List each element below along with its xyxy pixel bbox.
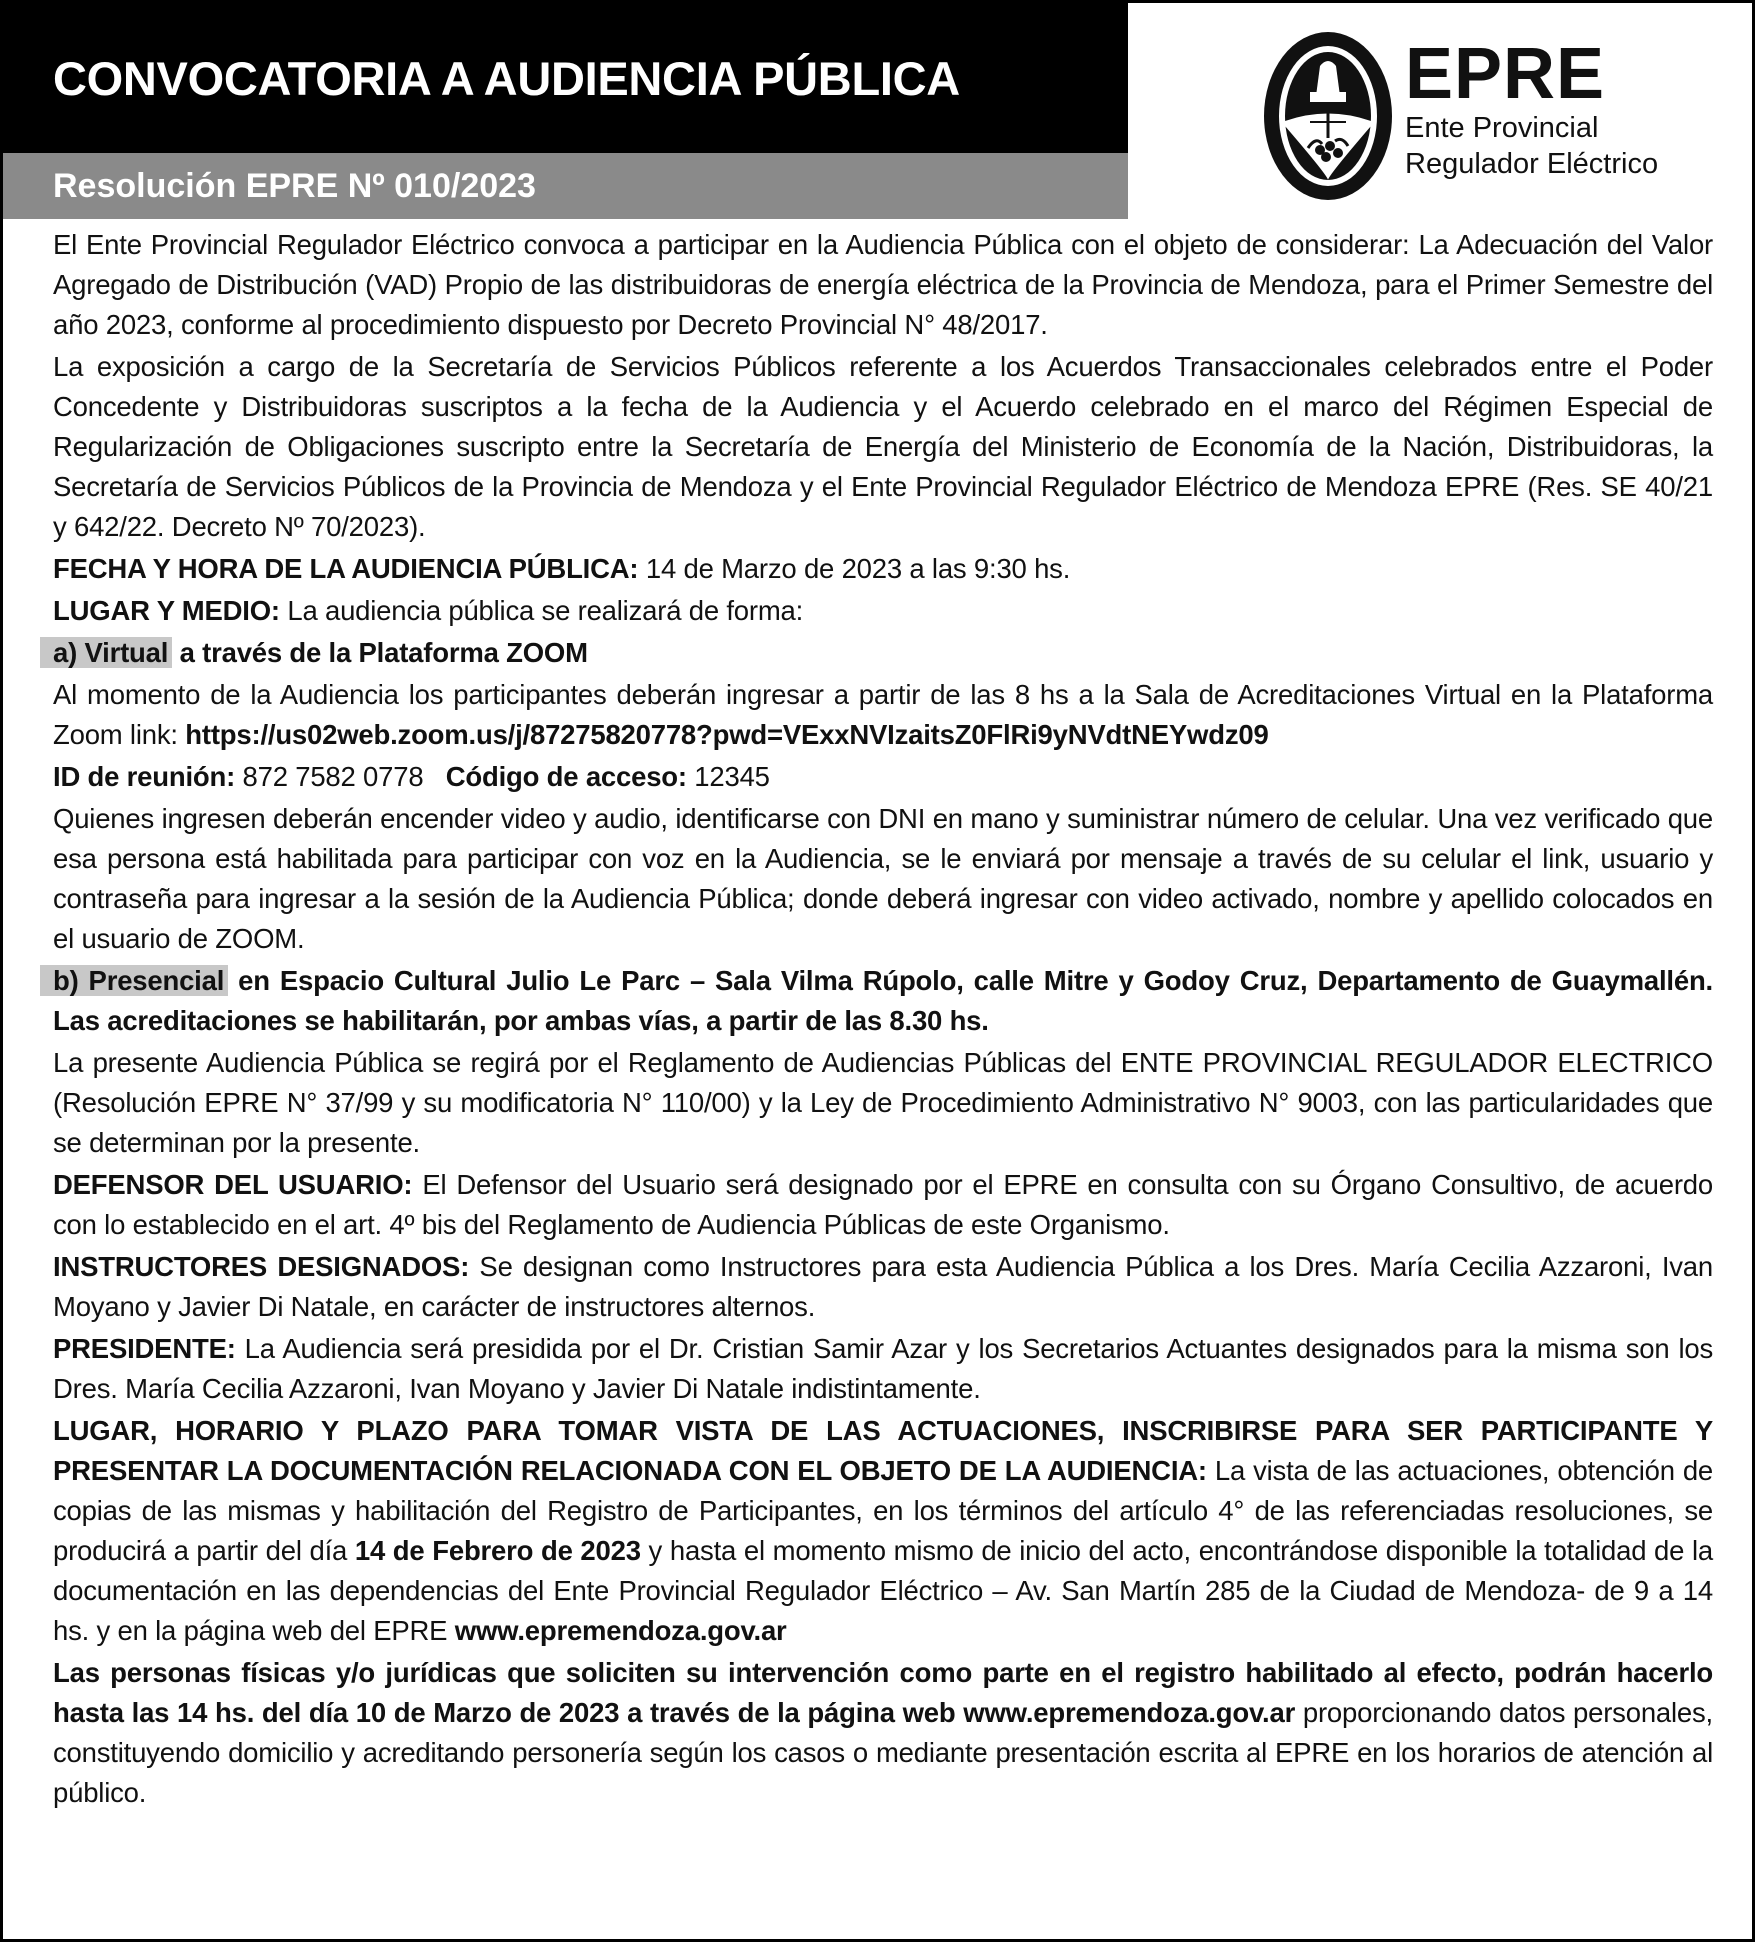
object-lead: El Ente Provincial Regulador Eléctrico convoca a participar en la Audiencia Pública con el objeto de considerar: [53, 229, 1419, 260]
presencial-heading [53, 961, 1713, 1041]
date-label: FECHA Y HORA DE LA AUDIENCIA PÚBLICA: [53, 553, 639, 584]
meeting-id-label: ID de reunión: [53, 761, 236, 792]
zoom-lead: Al momento de la Audiencia los participantes deberán ingresar a partir de las 8 hs a la Sala de Acreditaciones Virtual en la Plataforma Zoom link: [53, 679, 1713, 750]
presidente-label: PRESIDENTE: [53, 1333, 236, 1364]
paragraph-meeting-id [53, 757, 1713, 797]
website-link[interactable]: www.epremendoza.gov.ar [454, 1615, 787, 1646]
presidente-value: La Audiencia será presidida por el Dr. Cristian Samir Azar y los Secretarios Actuantes designados para la misma son los Dres. María Cecilia Azzaroni, Ivan Moyano y Javier Di Natale indistintamente. [53, 1333, 1713, 1404]
notice-body [53, 225, 1713, 1815]
place-label: LUGAR Y MEDIO: [53, 595, 280, 626]
plazo-text-a: La vista de las actuaciones, obtención de copias de las mismas y habilitación del Registro de Participantes, en los términos del artículo 4° de las referenciadas resoluciones, se producirá a partir del día [53, 1455, 1714, 1566]
paragraph-defensor [53, 1165, 1713, 1245]
resolution-bar [3, 153, 1128, 219]
epre-logo-text [1405, 34, 1659, 182]
paragraph-place [53, 591, 1713, 631]
presencial-rest: en Espacio Cultural Julio Le Parc – Sala Vilma Rúpolo, calle Mitre y Godoy Cruz, Departamento de Guaymallén. Las acreditaciones se habilitarán, por ambas vías, a partir de las 8.30 hs. [53, 965, 1713, 1036]
paragraph-presidente [53, 1329, 1713, 1409]
access-code-label: Código de acceso: [445, 761, 687, 792]
logo-line-1: Ente Provincial [1405, 112, 1599, 144]
object-text: La Adecuación del Valor Agregado de Distribución (VAD) Propio de las distribuidoras de energía eléctrica de la Provincia de Mendoza, para el Primer Semestre del año 2023, conforme al procedimiento dispuesto por Decreto Provincial N° 48/2017. [53, 229, 1713, 340]
virtual-heading [53, 633, 1713, 673]
presencial-highlight: b) Presencial [40, 965, 228, 996]
plazo-label: LUGAR, HORARIO Y PLAZO PARA TOMAR VISTA DE LAS ACTUACIONES, INSCRIBIRSE PARA SER PARTICIPANTE Y PRESENTAR LA DOCUMENTACIÓN RELACIONADA CON EL OBJETO DE LA AUDIENCIA: [53, 1415, 1713, 1486]
paragraph-instructores [53, 1247, 1713, 1327]
final-bold: Las personas físicas y/o jurídicas que soliciten su intervención como parte en el registro habilitado al efecto, podrán hacerlo hasta las 14 hs. del día 10 de Marzo de 2023 a través de la página web www.epremendoza.gov.ar [53, 1657, 1713, 1728]
place-value: La audiencia pública se realizará de forma: [279, 595, 804, 626]
date-value: 14 de Marzo de 2023 a las 9:30 hs. [638, 553, 1071, 584]
defensor-value: El Defensor del Usuario será designado por el EPRE en consulta con su Órgano Consultivo, de acuerdo con lo establecido en el art. 4º bis del Reglamento de Audiencia Públicas de este Organismo. [53, 1169, 1713, 1240]
zoom-link[interactable]: https://us02web.zoom.us/j/87275820778?pwd=VExxNVIzaitsZ0FlRi9yNVdtNEYwdz09 [185, 719, 1269, 750]
paragraph-virtual-instructions: Quienes ingresen deberán encender video y audio, identificarse con DNI en mano y suministrar número de celular. Una vez verificado que esa persona está habilitada para participar con voz en la Audiencia, se le enviará por mensaje a través de su celular el link, usuario y contraseña para ingresar a la sesión de la Audiencia Pública; donde deberá ingresar con video activado, nombre y apellido colocados en el usuario de ZOOM. [53, 803, 1713, 954]
paragraph-zoom [53, 675, 1713, 755]
final-rest: proporcionando datos personales, constituyendo domicilio y acreditando personería según los casos o mediante presentación escrita al EPRE en los horarios de atención al público. [53, 1697, 1713, 1808]
instructores-value: Se designan como Instructores para esta Audiencia Pública a los Dres. María Cecilia Azzaroni, Ivan Moyano y Javier Di Natale, en carácter de instructores alternos. [53, 1251, 1713, 1322]
paragraph-regulation: La presente Audiencia Pública se regirá por el Reglamento de Audiencias Públicas del ENTE PROVINCIAL REGULADOR ELECTRICO (Resolución EPRE N° 37/99 y su modificatoria N° 110/00) y la Ley de Procedimiento Administrativo N° 9003, con las particularidades que se determinan por la presente. [53, 1047, 1713, 1158]
meeting-id-value: 872 7582 0778 [235, 761, 424, 792]
paragraph-object [53, 225, 1713, 345]
plazo-date: 14 de Febrero de 2023 [354, 1535, 641, 1566]
virtual-heading-rest: a través de la Plataforma ZOOM [172, 637, 588, 668]
province-shield-icon [1258, 26, 1398, 206]
plazo-text-b: y hasta el momento mismo de inicio del acto, encontrándose disponible la totalidad de la documentación en las dependencias del Ente Provincial Regulador Eléctrico – Av. San Martín 285 de la Ciudad de Mendoza- de 9 a 14 hs. y en la página web del EPRE [53, 1535, 1713, 1646]
access-code-value: 12345 [686, 761, 770, 792]
paragraph-plazo [53, 1411, 1713, 1651]
logo-name: EPRE [1405, 34, 1606, 114]
notice-title-text: CONVOCATORIA A AUDIENCIA PÚBLICA [53, 51, 960, 105]
paragraph-final [53, 1653, 1713, 1813]
instructores-label: INSTRUCTORES DESIGNADOS: [53, 1251, 470, 1282]
resolution-number: Resolución EPRE Nº 010/2023 [53, 166, 536, 205]
virtual-highlight: a) Virtual [40, 637, 172, 668]
logo-line-2: Regulador Eléctrico [1405, 148, 1659, 180]
paragraph-date [53, 549, 1713, 589]
defensor-label: DEFENSOR DEL USUARIO: [53, 1169, 413, 1200]
paragraph-exposition: La exposición a cargo de la Secretaría de Servicios Públicos referente a los Acuerdos Transaccionales celebrados entre el Poder Concedente y Distribuidoras suscriptos a la fecha de la Audiencia y el Acuerdo celebrado en el marco del Régimen Especial de Regularización de Obligaciones suscripto entre la Secretaría de Energía del Ministerio de Economía de la Nación, Distribuidoras, la Secretaría de Servicios Públicos de la Provincia de Mendoza y el Ente Provincial Regulador Eléctrico de Mendoza EPRE (Res. SE 40/21 y 642/22. Decreto Nº 70/2023). [53, 351, 1713, 542]
notice-title [3, 3, 1128, 153]
